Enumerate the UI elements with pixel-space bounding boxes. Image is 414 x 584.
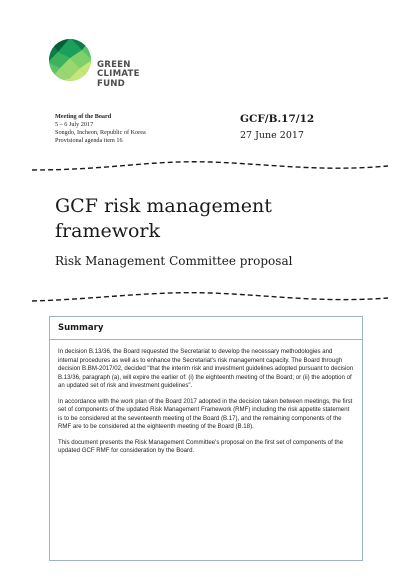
summary-paragraph-1: In decision B.13/36, the Board requested the Secretariat to develop the necessary methodologies and internal procedures as well as to enhance the Secretariat's risk management capacity. The Board through decision B.BM-2017/02, decided "that the interim risk and investment guidelines adopted pursuant to decision B.13/36, paragraph (a), will expire the earlier of: (i) the eighteenth meeting of the Board; or (ii) the adoption of an updated set of risk and investment guidelines". — [58, 348, 354, 389]
page-subtitle: Risk Management Committee proposal — [55, 254, 293, 268]
logo-line-3: FUND — [97, 78, 125, 89]
document-number: GCF/B.17/12 — [240, 113, 315, 125]
summary-divider — [50, 339, 362, 340]
summary-paragraph-3: This document presents the Risk Management Committee's proposal on the first set of components of the updated GCF RMF for consideration by the Board. — [58, 438, 344, 454]
summary-paragraph-2: In accordance with the work plan of the Board 2017 adopted in the decision taken between meetings, the first set of components of the updated Risk Management Framework (RMF) including the risk appetite statement is to be considered at the seventeenth meeting of the Board (B.17), and the remaining components of the RMF are to be considered at the eighteenth meeting of the Board (B.18). — [58, 397, 353, 430]
gcf-wordmark — [97, 61, 140, 89]
gcf-globe-icon — [48, 38, 92, 82]
summary-box — [49, 316, 363, 561]
logo-line-2: CLIMATE — [97, 69, 140, 80]
summary-heading: Summary — [58, 323, 104, 333]
gcf-logo — [48, 38, 168, 98]
meeting-location: Songdo, Incheon, Republic of Korea — [55, 129, 146, 136]
page-title: GCF risk management framework — [55, 195, 272, 242]
meeting-dates: 5 – 6 July 2017 — [55, 121, 94, 128]
document-date: 27 June 2017 — [240, 130, 304, 141]
logo-line-1: GREEN — [97, 60, 131, 70]
bottom-dashed-divider — [30, 287, 390, 307]
meeting-agenda: Provisional agenda item 16 — [55, 137, 123, 144]
meeting-title: Meeting of the Board — [55, 113, 112, 120]
top-dashed-divider — [30, 156, 390, 176]
meeting-info — [55, 113, 146, 145]
